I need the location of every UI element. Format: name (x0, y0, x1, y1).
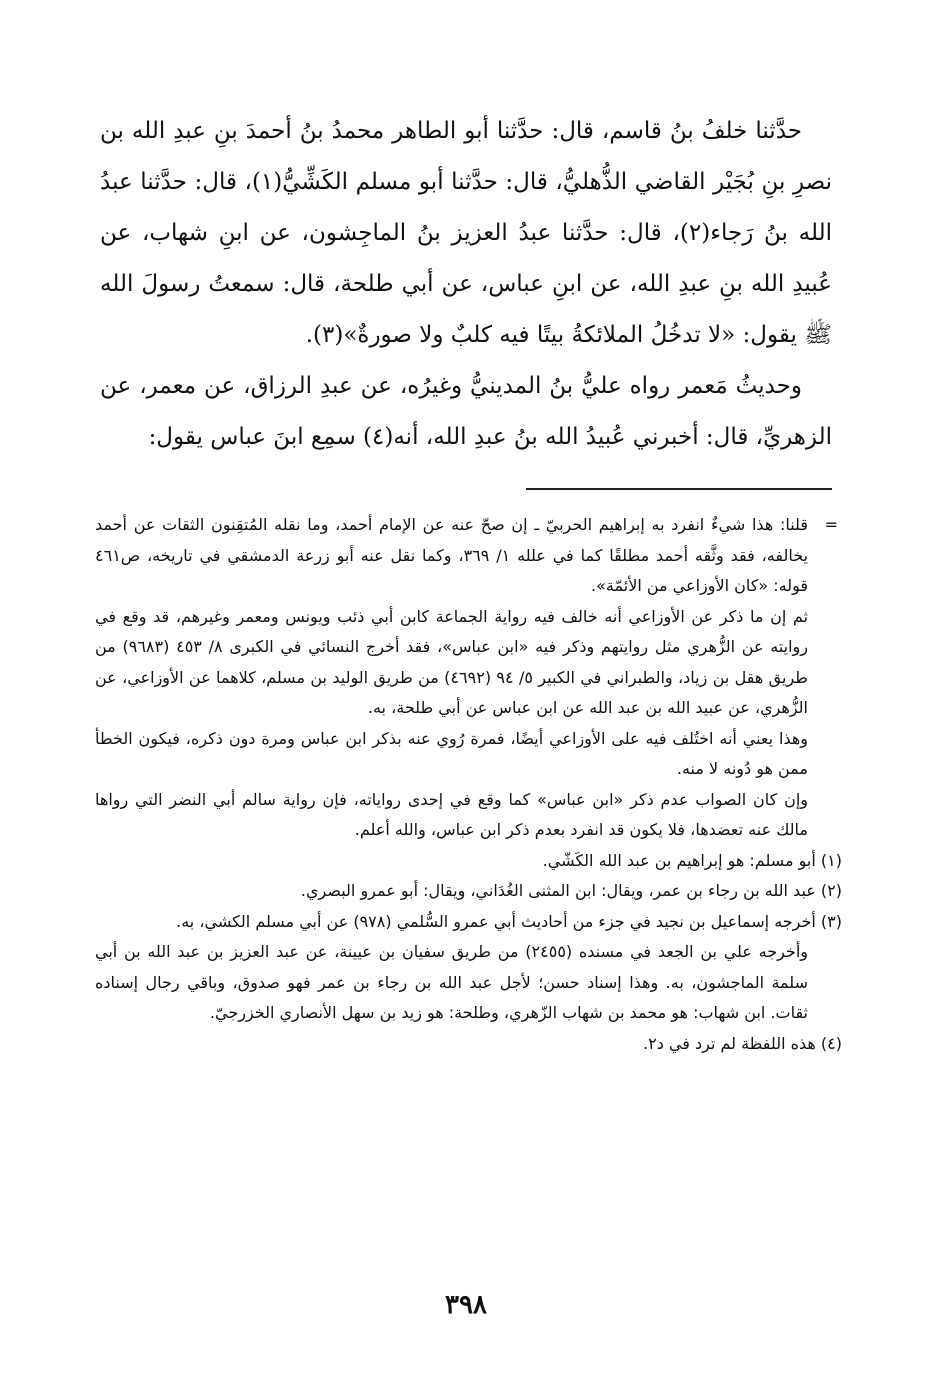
footnotes (95, 510, 842, 1059)
footnote-paragraph: وهذا يعني أنه اختُلف فيه على الأوزاعي أيضًا، فمرة رُوي عنه بذكر ابن عباس ومرة دون ذكره، فيكون الخطأ ممن هو دُونه لا منه. (95, 728, 808, 778)
footnote-paragraph: ثم إن ما ذكر عن الأوزاعي أنه خالف فيه رواية الجماعة كابن أبي ذئب ويونس ومعمر وغيرهم، قد وقع في روايته عن الزُّهري مثل روايتهم وذكر فيه «ابن عباس»، فقد أخرج النسائي في الكبرى ٨/ ٤٥٣ (٩٦٨٣) من طريق هقل بن زياد، والطبراني في الكبير ٥/ ٩٤ (٤٦٩٢) من طريق الوليد بن مسلم، كلاهما عن الأوزاعي، عن الزُّهري، عن عبيد الله بن عبد الله عن ابن عباس عن أبي طلحة، به. (95, 606, 809, 717)
continuation-marker: = (824, 515, 838, 534)
footnote-2: (٢) عبد الله بن رجاء بن عمر، ويقال: ابن المثنى الغُدَاني، ويقال: أبو عمرو البصري. (300, 881, 842, 900)
main-text (100, 106, 832, 463)
main-paragraph: حدَّثنا خلفُ بنُ قاسم، قال: حدَّثنا أبو الطاهر محمدُ بنُ أحمدَ بنِ عبدِ الله بن نصرِ بنِ بُجَيْر القاضي الذُّهليُّ، قال: حدَّثنا أبو مسلم الكَشِّيُّ(١)، قال: حدَّثنا عبدُ الله بنُ رَجاء(٢)، قال: حدَّثنا عبدُ العزيز بنُ الماجِشون، عن ابنِ شهاب، عن عُبيدِ الله بنِ عبدِ الله، عن ابنِ عباس، عن أبي طلحة، قال: سمعتُ رسولَ الله ﷺ يقول: «لا تدخُلُ الملائكةُ بيتًا فيه كلبٌ ولا صورةٌ»(٣). (100, 118, 833, 348)
page-number: ٣٩٨ (445, 1290, 487, 1320)
footnote-3: (٣) أخرجه إسماعيل بن نجيد في جزء من أحاديث أبي عمرو السُّلمي (٩٧٨) عن أبي مسلم الكشي، به. (176, 911, 842, 931)
footnote-separator (526, 488, 832, 490)
footnote-text: قلنا: هذا شيءٌ انفرد به إبراهيم الحربيّ ـ إن صحّ عنه عن الإمام أحمد، وما نقله المُتقِنون الثقات عن أحمد يخالفه، فقد وثَّقه أحمد مطلقًا كما في علله ١/ ٣٦٩، وكما نقل عنه أبو زرعة الدمشقي في تاريخه، ص٤٦١ قوله: «كان الأوزاعي من الأئمّة». (95, 515, 809, 595)
footnote-paragraph: وإن كان الصواب عدم ذكر «ابن عباس» كما وقع في إحدى رواياته، فإن رواية سالم أبي النضر التي رواها مالك عنه تعضدها، فلا يكون قد انفرد بعدم ذكر ابن عباس، والله أعلم. (95, 789, 808, 839)
main-paragraph: وحديثُ مَعمر رواه عليُّ بنُ المدينيُّ وغيرُه، عن عبدِ الرزاق، عن معمر، عن الزهريِّ، قال: أخبرني عُبيدُ الله بنُ عبدِ الله، أنه(٤) سمِع ابنَ عباس يقول: (100, 373, 832, 450)
footnote-1: (١) أبو مسلم: هو إبراهيم بن عبد الله الكَشّي. (542, 850, 842, 870)
footnote-3-continuation: وأخرجه علي بن الجعد في مسنده (٢٤٥٥) من طريق سفيان بن عيينة، عن عبد العزيز بن عبد الله بن أبي سلمة الماجشون، به. وهذا إسناد حسن؛ لأجل عبد الله بن رجاء بن عمر فهو صدوق، وباقي رجال إسناده ثقات. ابن شهاب: هو محمد بن شهاب الزّهري، وطلحة: هو زيد بن سهل الأنصاري الخزرجيّ. (95, 942, 808, 1022)
footnote-4: (٤) هذه اللفظة لم ترد في د٢. (643, 1033, 842, 1053)
footnote-continuation (95, 510, 842, 602)
